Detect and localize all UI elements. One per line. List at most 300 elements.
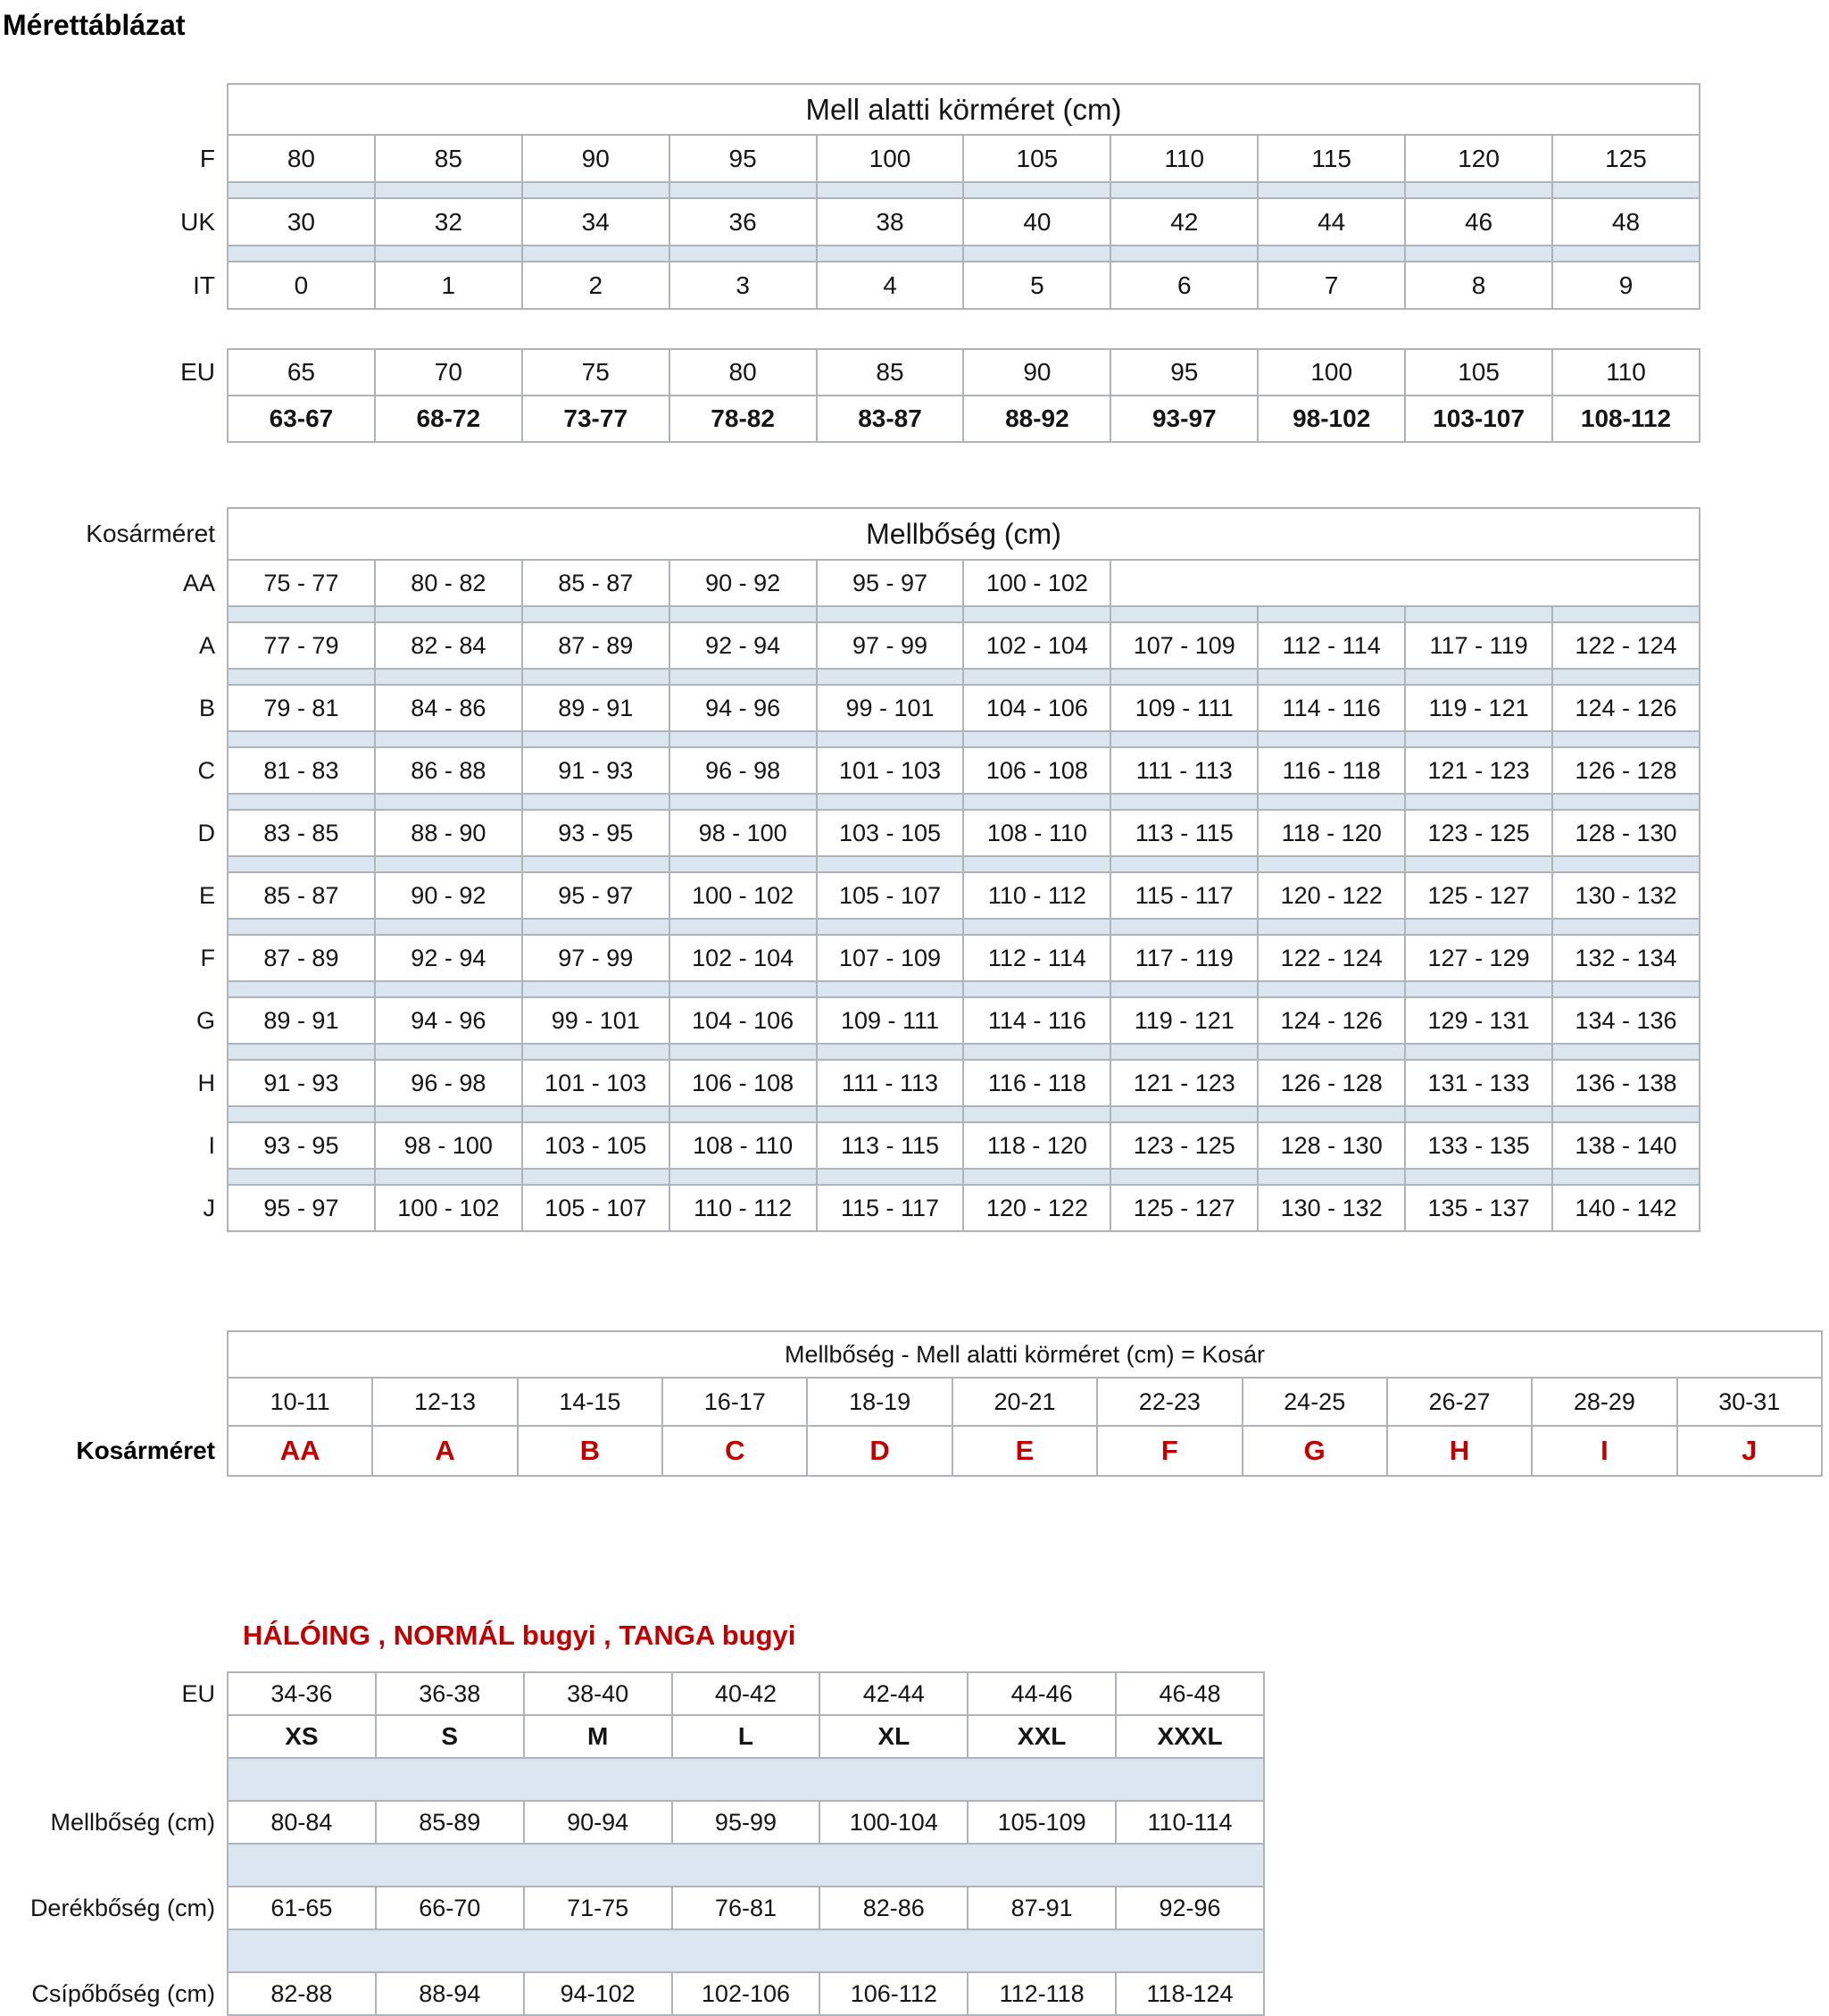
- size-cell: 89 - 91: [228, 997, 375, 1044]
- spacer-cell: [522, 981, 669, 997]
- spacer-row: [0, 1169, 1700, 1185]
- size-cell: 105: [1405, 349, 1552, 396]
- calc-row-label: Kosárméret: [76, 1437, 215, 1464]
- size-cell: 128 - 130: [1258, 1122, 1405, 1169]
- size-cell: G: [1243, 1426, 1387, 1476]
- size-cell: 132 - 134: [1552, 935, 1700, 981]
- spacer-label-blank: [0, 182, 228, 198]
- spacer-cell: [375, 919, 522, 935]
- table-row-hip: [0, 1972, 1264, 2015]
- calc-table-header: Mellbőség - Mell alatti körméret (cm) = Kosár: [228, 1331, 1822, 1378]
- spacer-cell: [669, 981, 817, 997]
- size-cell: 38: [817, 198, 964, 246]
- spacer-cell: [817, 919, 964, 935]
- spacer-row: [0, 1929, 1264, 1972]
- size-cell: 116 - 118: [963, 1060, 1110, 1106]
- size-cell: 119 - 121: [1405, 685, 1552, 731]
- size-cell: 95-99: [672, 1801, 820, 1844]
- size-cell: 26-27: [1387, 1378, 1532, 1426]
- size-cell: 127 - 129: [1405, 935, 1552, 981]
- spacer-cell: [1110, 919, 1258, 935]
- spacer-cell: [669, 669, 817, 685]
- spacer-cell: [1405, 794, 1552, 810]
- size-cell: 8: [1405, 262, 1552, 309]
- row-label-f2: F: [200, 944, 215, 971]
- spacer-cell: [669, 731, 817, 747]
- spacer-cell: [228, 794, 375, 810]
- spacer-cell: [963, 731, 1110, 747]
- spacer-cell: [1258, 606, 1405, 622]
- row-label-blank: [0, 1715, 228, 1758]
- size-cell: 105 - 107: [522, 1185, 669, 1231]
- size-cell: 124 - 126: [1258, 997, 1405, 1044]
- size-cell: 98 - 100: [375, 1122, 522, 1169]
- spacer-label-blank: [0, 919, 228, 935]
- size-cell: XS: [228, 1715, 376, 1758]
- size-cell: 101 - 103: [522, 1060, 669, 1106]
- spacer-cell: [228, 669, 375, 685]
- size-cell: 34-36: [228, 1672, 376, 1715]
- row-label-blank: [0, 396, 228, 442]
- size-cell: S: [376, 1715, 524, 1758]
- row-label-eu: EU: [180, 358, 215, 386]
- spacer-cell: [963, 1169, 1110, 1185]
- spacer-band: [228, 1844, 1264, 1887]
- size-cell: 129 - 131: [1405, 997, 1552, 1044]
- size-cell: 38-40: [524, 1672, 672, 1715]
- band-size-table: [0, 83, 1700, 310]
- size-cell: 90: [963, 349, 1110, 396]
- garment-row-label-hip: Csípőbőség (cm): [31, 1979, 215, 2007]
- size-cell: 136 - 138: [1552, 1060, 1700, 1106]
- spacer-label-blank: [0, 794, 228, 810]
- size-cell: 40: [963, 198, 1110, 246]
- size-cell: 71-75: [524, 1887, 672, 1929]
- spacer-cell: [817, 1106, 964, 1122]
- spacer-cell: [963, 246, 1110, 262]
- size-cell: 87 - 89: [228, 935, 375, 981]
- size-cell: 82-86: [819, 1887, 968, 1929]
- size-cell: 102 - 104: [669, 935, 817, 981]
- size-cell: E: [952, 1426, 1097, 1476]
- spacer-cell: [1405, 1106, 1552, 1122]
- size-cell: 85: [375, 135, 522, 182]
- cup-calculation-table: [0, 1330, 1823, 1477]
- size-cell: 120 - 122: [1258, 872, 1405, 919]
- table-row-d: [0, 810, 1700, 856]
- size-cell: 5: [963, 262, 1110, 309]
- size-cell: 80: [669, 349, 817, 396]
- spacer-cell: [1110, 794, 1258, 810]
- size-cell: 107 - 109: [1110, 622, 1258, 669]
- size-cell: 85: [817, 349, 964, 396]
- size-cell: 113 - 115: [1110, 810, 1258, 856]
- size-cell: 93-97: [1110, 396, 1258, 442]
- size-cell: 68-72: [375, 396, 522, 442]
- spacer-cell: [1552, 1106, 1700, 1122]
- size-cell: 75 - 77: [228, 560, 375, 606]
- spacer-cell: [817, 794, 964, 810]
- size-cell: 76-81: [672, 1887, 820, 1929]
- size-cell: 115 - 117: [1110, 872, 1258, 919]
- spacer-cell: [1405, 1044, 1552, 1060]
- size-cell: 96 - 98: [375, 1060, 522, 1106]
- spacer-cell: [1258, 1106, 1405, 1122]
- cup-size-table: [0, 507, 1700, 1232]
- spacer-cell: [1258, 246, 1405, 262]
- spacer-cell: [669, 1169, 817, 1185]
- spacer-cell: [1110, 669, 1258, 685]
- size-cell: 121 - 123: [1110, 1060, 1258, 1106]
- size-cell: 140 - 142: [1552, 1185, 1700, 1231]
- size-cell: 138 - 140: [1552, 1122, 1700, 1169]
- spacer-row: [0, 1844, 1264, 1887]
- spacer-cell: [963, 981, 1110, 997]
- spacer-cell: [669, 246, 817, 262]
- cup-table-header: Mellbőség (cm): [228, 508, 1700, 560]
- size-cell: I: [1532, 1426, 1676, 1476]
- size-cell: 92 - 94: [375, 935, 522, 981]
- size-cell: 66-70: [376, 1887, 524, 1929]
- table-row-eu-ranges: [0, 396, 1700, 442]
- size-cell: 87-91: [968, 1887, 1116, 1929]
- size-cell: 100-104: [819, 1801, 968, 1844]
- size-cell: 134 - 136: [1552, 997, 1700, 1044]
- size-cell: 130 - 132: [1258, 1185, 1405, 1231]
- spacer-cell: [1110, 246, 1258, 262]
- spacer-cell: [963, 919, 1110, 935]
- spacer-row: [0, 981, 1700, 997]
- spacer-cell: [375, 246, 522, 262]
- size-cell: 112 - 114: [1258, 622, 1405, 669]
- size-cell: 44-46: [968, 1672, 1116, 1715]
- size-cell: 123 - 125: [1405, 810, 1552, 856]
- size-cell: 95: [1110, 349, 1258, 396]
- size-cell: 46-48: [1116, 1672, 1264, 1715]
- size-cell: 78-82: [669, 396, 817, 442]
- size-cell: 93 - 95: [228, 1122, 375, 1169]
- size-cell: 91 - 93: [228, 1060, 375, 1106]
- size-cell: 117 - 119: [1405, 622, 1552, 669]
- table-row-it: [0, 262, 1700, 309]
- size-cell: 88-94: [376, 1972, 524, 2015]
- size-cell: 3: [669, 262, 817, 309]
- empty-merged-cell: [1110, 560, 1700, 606]
- spacer-cell: [963, 669, 1110, 685]
- spacer-cell: [522, 246, 669, 262]
- spacer-cell: [522, 182, 669, 198]
- size-cell: 100 - 102: [669, 872, 817, 919]
- spacer-label-blank: [0, 981, 228, 997]
- size-cell: 131 - 133: [1405, 1060, 1552, 1106]
- band-table-header-row: [0, 84, 1700, 135]
- spacer-cell: [1552, 606, 1700, 622]
- size-cell: 90-94: [524, 1801, 672, 1844]
- size-cell: 125 - 127: [1405, 872, 1552, 919]
- size-cell: M: [524, 1715, 672, 1758]
- spacer-cell: [522, 794, 669, 810]
- spacer-cell: [522, 731, 669, 747]
- spacer-cell: [228, 1169, 375, 1185]
- spacer-cell: [1110, 182, 1258, 198]
- table-row-f: [0, 135, 1700, 182]
- spacer-cell: [522, 1169, 669, 1185]
- size-cell: 114 - 116: [1258, 685, 1405, 731]
- spacer-label-blank: [0, 856, 228, 872]
- size-cell: 77 - 79: [228, 622, 375, 669]
- spacer-cell: [1258, 794, 1405, 810]
- size-cell: 120: [1405, 135, 1552, 182]
- size-cell: 84 - 86: [375, 685, 522, 731]
- cup-table-header-row: [0, 508, 1700, 560]
- spacer-cell: [1258, 856, 1405, 872]
- size-cell: 85 - 87: [522, 560, 669, 606]
- row-label-i: I: [208, 1131, 215, 1159]
- size-cell: 99 - 101: [522, 997, 669, 1044]
- row-label-h: H: [197, 1069, 215, 1096]
- spacer-cell: [1258, 981, 1405, 997]
- corner-blank: [0, 1331, 228, 1378]
- spacer-label-blank: [0, 246, 228, 262]
- size-cell: 108 - 110: [963, 810, 1110, 856]
- row-label-e: E: [198, 881, 215, 909]
- table-row-j: [0, 1185, 1700, 1231]
- table-row-bust: [0, 1801, 1264, 1844]
- table-row-b: [0, 685, 1700, 731]
- size-cell: XL: [819, 1715, 968, 1758]
- size-cell: 83 - 85: [228, 810, 375, 856]
- size-cell: 103 - 105: [522, 1122, 669, 1169]
- size-cell: 30-31: [1677, 1378, 1822, 1426]
- size-cell: 109 - 111: [1110, 685, 1258, 731]
- spacer-cell: [375, 606, 522, 622]
- size-cell: 16-17: [662, 1378, 807, 1426]
- size-cell: 12-13: [372, 1378, 517, 1426]
- size-cell: 6: [1110, 262, 1258, 309]
- row-label-g: G: [195, 1006, 215, 1034]
- spacer-row: [0, 606, 1700, 622]
- size-cell: 70: [375, 349, 522, 396]
- spacer-cell: [1405, 919, 1552, 935]
- size-cell: 135 - 137: [1405, 1185, 1552, 1231]
- row-label-uk: UK: [180, 207, 215, 236]
- size-cell: XXXL: [1116, 1715, 1264, 1758]
- spacer-cell: [669, 856, 817, 872]
- size-cell: 126 - 128: [1258, 1060, 1405, 1106]
- size-cell: 94 - 96: [375, 997, 522, 1044]
- size-cell: 110-114: [1116, 1801, 1264, 1844]
- spacer-cell: [228, 1044, 375, 1060]
- size-cell: 79 - 81: [228, 685, 375, 731]
- page-title: Mérettáblázat: [3, 9, 186, 41]
- table-row-aa: [0, 560, 1700, 606]
- spacer-cell: [375, 669, 522, 685]
- size-cell: 119 - 121: [1110, 997, 1258, 1044]
- garment-row-label-waist: Derékbőség (cm): [29, 1894, 215, 1921]
- size-cell: D: [807, 1426, 952, 1476]
- size-cell: 114 - 116: [963, 997, 1110, 1044]
- spacer-cell: [1405, 856, 1552, 872]
- spacer-cell: [375, 981, 522, 997]
- spacer-row: [0, 1758, 1264, 1801]
- size-cell: C: [662, 1426, 807, 1476]
- spacer-cell: [1110, 981, 1258, 997]
- spacer-cell: [1258, 1044, 1405, 1060]
- spacer-cell: [228, 1106, 375, 1122]
- size-cell: 94-102: [524, 1972, 672, 2015]
- size-cell: 90 - 92: [669, 560, 817, 606]
- size-cell: 22-23: [1097, 1378, 1242, 1426]
- size-cell: L: [672, 1715, 820, 1758]
- spacer-cell: [817, 731, 964, 747]
- table-row-cups: [0, 1426, 1822, 1476]
- spacer-cell: [1110, 1169, 1258, 1185]
- size-cell: 80-84: [228, 1801, 376, 1844]
- spacer-cell: [1258, 182, 1405, 198]
- table-row-g: [0, 997, 1700, 1044]
- table-row-e: [0, 872, 1700, 919]
- garment-size-table: [0, 1671, 1265, 2016]
- row-label-j: J: [203, 1194, 215, 1221]
- size-cell: 7: [1258, 262, 1405, 309]
- spacer-cell: [669, 182, 817, 198]
- spacer-cell: [1552, 1169, 1700, 1185]
- size-cell: 36-38: [376, 1672, 524, 1715]
- size-cell: 48: [1552, 198, 1700, 246]
- spacer-cell: [1552, 246, 1700, 262]
- spacer-cell: [817, 669, 964, 685]
- size-cell: 36: [669, 198, 817, 246]
- size-cell: 122 - 124: [1552, 622, 1700, 669]
- size-cell: AA: [228, 1426, 372, 1476]
- size-cell: 1: [375, 262, 522, 309]
- spacer-label-blank: [0, 1169, 228, 1185]
- size-cell: 24-25: [1243, 1378, 1387, 1426]
- size-cell: 91 - 93: [522, 747, 669, 794]
- size-cell: 117 - 119: [1110, 935, 1258, 981]
- spacer-cell: [1405, 606, 1552, 622]
- size-cell: 34: [522, 198, 669, 246]
- spacer-cell: [228, 919, 375, 935]
- size-cell: J: [1677, 1426, 1822, 1476]
- size-cell: 82 - 84: [375, 622, 522, 669]
- spacer-label-blank: [0, 1044, 228, 1060]
- spacer-cell: [1110, 606, 1258, 622]
- spacer-cell: [1258, 1169, 1405, 1185]
- size-cell: B: [518, 1426, 662, 1476]
- spacer-cell: [522, 919, 669, 935]
- size-cell: 115: [1258, 135, 1405, 182]
- size-cell: H: [1387, 1426, 1532, 1476]
- spacer-cell: [1405, 1169, 1552, 1185]
- spacer-cell: [228, 606, 375, 622]
- size-cell: 42: [1110, 198, 1258, 246]
- size-cell: 100 - 102: [963, 560, 1110, 606]
- row-label-it: IT: [193, 271, 215, 299]
- spacer-cell: [817, 1169, 964, 1185]
- size-cell: 106 - 108: [669, 1060, 817, 1106]
- size-cell: 80 - 82: [375, 560, 522, 606]
- size-cell: 92 - 94: [669, 622, 817, 669]
- size-cell: 97 - 99: [817, 622, 964, 669]
- spacer-cell: [1405, 731, 1552, 747]
- size-cell: 124 - 126: [1552, 685, 1700, 731]
- spacer-cell: [1110, 856, 1258, 872]
- spacer-label-blank: [0, 669, 228, 685]
- size-cell: 115 - 117: [817, 1185, 964, 1231]
- spacer-cell: [1405, 182, 1552, 198]
- size-cell: 133 - 135: [1405, 1122, 1552, 1169]
- spacer-cell: [228, 182, 375, 198]
- size-cell: 32: [375, 198, 522, 246]
- size-cell: 104 - 106: [963, 685, 1110, 731]
- size-cell: 95: [669, 135, 817, 182]
- spacer-band: [228, 1758, 1264, 1801]
- size-cell: 81 - 83: [228, 747, 375, 794]
- size-cell: 108 - 110: [669, 1122, 817, 1169]
- size-cell: 121 - 123: [1405, 747, 1552, 794]
- size-cell: 100: [1258, 349, 1405, 396]
- size-cell: 98 - 100: [669, 810, 817, 856]
- spacer-row: [0, 182, 1700, 198]
- spacer-row: [0, 919, 1700, 935]
- spacer-label-blank: [0, 606, 228, 622]
- size-cell: 88 - 90: [375, 810, 522, 856]
- size-cell: 108-112: [1552, 396, 1700, 442]
- size-cell: 122 - 124: [1258, 935, 1405, 981]
- spacer-cell: [817, 246, 964, 262]
- size-cell: 20-21: [952, 1378, 1097, 1426]
- spacer-cell: [963, 606, 1110, 622]
- spacer-cell: [1258, 669, 1405, 685]
- row-label-f: F: [199, 144, 215, 172]
- spacer-row: [0, 856, 1700, 872]
- size-cell: 102 - 104: [963, 622, 1110, 669]
- spacer-cell: [669, 919, 817, 935]
- size-cell: 118 - 120: [963, 1122, 1110, 1169]
- spacer-cell: [1258, 731, 1405, 747]
- size-cell: 94 - 96: [669, 685, 817, 731]
- spacer-cell: [963, 794, 1110, 810]
- size-cell: 110 - 112: [669, 1185, 817, 1231]
- calc-table-header-row: [0, 1331, 1822, 1378]
- size-cell: 111 - 113: [817, 1060, 964, 1106]
- size-cell: 113 - 115: [817, 1122, 964, 1169]
- spacer-row: [0, 794, 1700, 810]
- size-cell: 116 - 118: [1258, 747, 1405, 794]
- size-cell: 100: [817, 135, 964, 182]
- spacer-cell: [1552, 1044, 1700, 1060]
- size-cell: 89 - 91: [522, 685, 669, 731]
- size-cell: 106 - 108: [963, 747, 1110, 794]
- table-row-differences: [0, 1378, 1822, 1426]
- spacer-label-blank: [0, 1106, 228, 1122]
- size-cell: 118 - 120: [1258, 810, 1405, 856]
- spacer-cell: [375, 182, 522, 198]
- spacer-band: [228, 1929, 1264, 1972]
- table-row-waist: [0, 1887, 1264, 1929]
- spacer-cell: [1552, 182, 1700, 198]
- spacer-cell: [522, 669, 669, 685]
- size-cell: 87 - 89: [522, 622, 669, 669]
- row-label-c: C: [197, 756, 215, 784]
- spacer-cell: [1405, 669, 1552, 685]
- spacer-row: [0, 669, 1700, 685]
- spacer-cell: [1405, 246, 1552, 262]
- spacer-label-blank: [0, 1929, 228, 1972]
- spacer-cell: [375, 1169, 522, 1185]
- size-cell: 42-44: [819, 1672, 968, 1715]
